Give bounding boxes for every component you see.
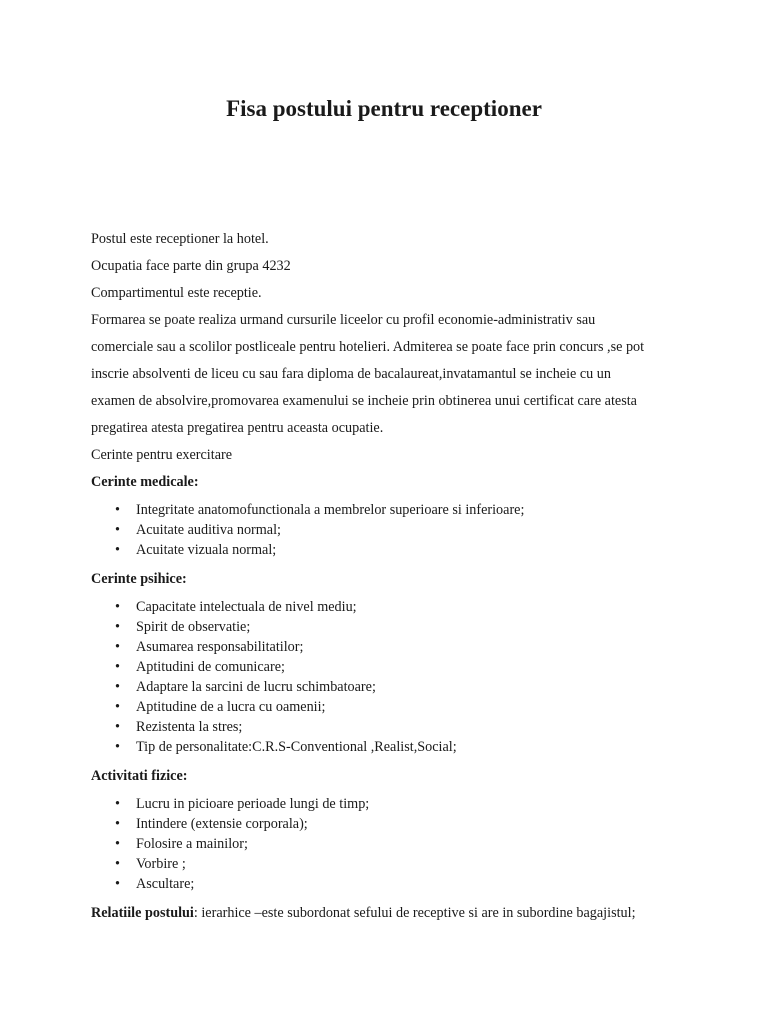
document-body — [91, 226, 691, 927]
list-item: • Capacitate intelectuala de nivel mediu; — [115, 599, 357, 615]
physical-list — [91, 794, 691, 894]
list-item: • Tip de personalitate:C.R.S-Conventional ,Realist,Social; — [115, 739, 457, 755]
formation-line-5: pregatirea atesta pregatirea pentru aceasta ocupatie. — [91, 420, 384, 436]
page-title: Fisa postului pentru receptioner — [226, 96, 542, 121]
formation-line-1: Formarea se poate realiza urmand cursurile liceelor cu profil economie-administrativ sau — [91, 312, 596, 328]
bullet-icon: • — [115, 659, 120, 675]
psychic-list — [91, 597, 691, 757]
list-item: • Vorbire ; — [115, 856, 186, 872]
relations-line — [91, 900, 691, 927]
bullet-icon: • — [115, 599, 120, 615]
intro-line-2: Ocupatia face parte din grupa 4232 — [91, 258, 291, 274]
psychic-heading: Cerinte psihice: — [91, 571, 187, 587]
list-item: • Spirit de observatie; — [115, 619, 251, 635]
list-item: • Intindere (extensie corporala); — [115, 816, 308, 832]
bullet-icon: • — [115, 542, 120, 558]
bullet-icon: • — [115, 836, 120, 852]
bullet-icon: • — [115, 502, 120, 518]
list-item: • Integritate anatomofunctionala a membrelor superioare si inferioare; — [115, 502, 525, 518]
bullet-icon: • — [115, 639, 120, 655]
bullet-icon: • — [115, 522, 120, 538]
bullet-icon: • — [115, 739, 120, 755]
list-item: • Ascultare; — [115, 876, 195, 892]
physical-heading: Activitati fizice: — [91, 768, 188, 784]
medical-heading: Cerinte medicale: — [91, 474, 199, 490]
bullet-icon: • — [115, 796, 120, 812]
formation-line-4: examen de absolvire,promovarea examenului se incheie prin obtinerea unui certificat care atesta — [91, 393, 637, 409]
bullet-icon: • — [115, 856, 120, 872]
bullet-icon: • — [115, 679, 120, 695]
formation-line-3: inscrie absolventi de liceu cu sau fara diploma de bacalaureat,invatamantul se incheie cu un — [91, 366, 611, 382]
list-item: • Acuitate auditiva normal; — [115, 522, 281, 538]
relations-label: Relatiile postului — [91, 905, 194, 921]
formation-line-2: comerciale sau a scolilor postliceale pentru hotelieri. Admiterea se poate face prin concurs ,se pot — [91, 339, 645, 355]
bullet-icon: • — [115, 719, 120, 735]
intro-line-1: Postul este receptioner la hotel. — [91, 231, 269, 247]
list-item: • Asumarea responsabilitatilor; — [115, 639, 304, 655]
requirements-intro: Cerinte pentru exercitare — [91, 447, 233, 463]
relations-text: : ierarhice –este subordonat sefului de receptive si are in subordine bagajistul; — [193, 905, 636, 921]
list-item: • Aptitudine de a lucra cu oamenii; — [115, 699, 326, 715]
list-item: • Aptitudini de comunicare; — [115, 659, 285, 675]
list-item: • Folosire a mainilor; — [115, 836, 248, 852]
list-item: • Rezistenta la stres; — [115, 719, 243, 735]
list-item: • Adaptare la sarcini de lucru schimbatoare; — [115, 679, 376, 695]
bullet-icon: • — [115, 816, 120, 832]
bullet-icon: • — [115, 876, 120, 892]
list-item: • Acuitate vizuala normal; — [115, 542, 277, 558]
list-item: • Lucru in picioare perioade lungi de timp; — [115, 796, 370, 812]
bullet-icon: • — [115, 699, 120, 715]
intro-line-3: Compartimentul este receptie. — [91, 285, 262, 301]
bullet-icon: • — [115, 619, 120, 635]
medical-list — [91, 500, 691, 560]
